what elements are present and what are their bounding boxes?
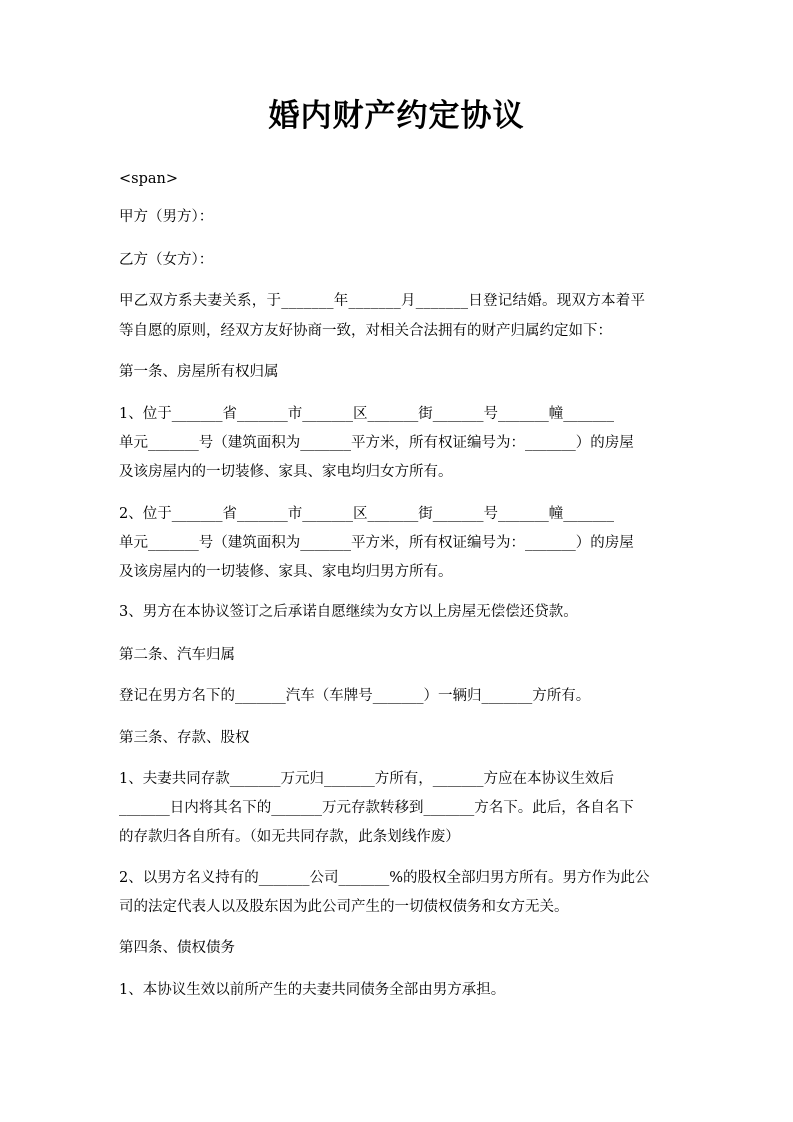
article-3-item-2-line-2: 司的法定代表人以及股东因为此公司产生的一切债权债务和女方无关。: [119, 899, 569, 915]
intro-line-2: 等自愿的原则，经双方友好协商一致，对相关合法拥有的财产归属约定如下：: [119, 323, 612, 339]
article-1-item-2-line-2: 单元_______号（建筑面积为_______平方米，所有权证编号为：_______）的房屋: [119, 535, 634, 551]
article-4-title: 第四条、债权债务: [119, 940, 235, 956]
span-text: <span>: [119, 171, 179, 187]
article-3-item-1-line-1: 1、夫妻共同存款_______万元归_______方所有，_______方应在本协议生效后: [119, 771, 614, 787]
article-3-item-2-line-1: 2、以男方名义持有的_______公司_______%的股权全部归男方所有。男方作为此公: [119, 870, 650, 886]
article-4-item-1: 1、本协议生效以前所产生的夫妻共同债务全部由男方承担。: [119, 982, 506, 998]
article-3-item-1-line-2: _______日内将其名下的_______万元存款转移到_______方名下。此后，各自名下: [119, 800, 634, 816]
article-1-item-2-line-1: 2、位于_______省_______市_______区_______街_______号_______幢_______: [119, 506, 614, 522]
article-1-title: 第一条、房屋所有权归属: [119, 364, 279, 380]
article-1-item-1-line-1: 1、位于_______省_______市_______区_______街_______号_______幢_______: [119, 406, 614, 422]
article-1-item-2-line-3: 及该房屋内的一切装修、家具、家电均归男方所有。: [119, 564, 453, 580]
article-1-item-3: 3、男方在本协议签订之后承诺自愿继续为女方以上房屋无偿偿还贷款。: [119, 604, 578, 620]
article-1-item-1-line-3: 及该房屋内的一切装修、家具、家电均归女方所有。: [119, 464, 453, 480]
article-1-item-1-line-2: 单元_______号（建筑面积为_______平方米，所有权证编号为：_______）的房屋: [119, 435, 634, 451]
article-3-item-1-line-3: 的存款归各自所有。（如无共同存款，此条划线作废）: [119, 829, 460, 845]
article-2-title: 第二条、汽车归属: [119, 647, 235, 663]
intro-line-1: 甲乙双方系夫妻关系，于_______年_______月_______日登记结婚。现双方本着平: [119, 293, 646, 309]
document-title: 婚内财产约定协议: [268, 98, 525, 134]
party-a-line: 甲方（男方）：: [119, 209, 214, 225]
article-2-item-1: 登记在男方名下的_______汽车（车牌号_______）一辆归_______方所有。: [119, 688, 591, 704]
article-3-title: 第三条、存款、股权: [119, 730, 250, 746]
party-b-line: 乙方（女方）：: [119, 252, 214, 268]
